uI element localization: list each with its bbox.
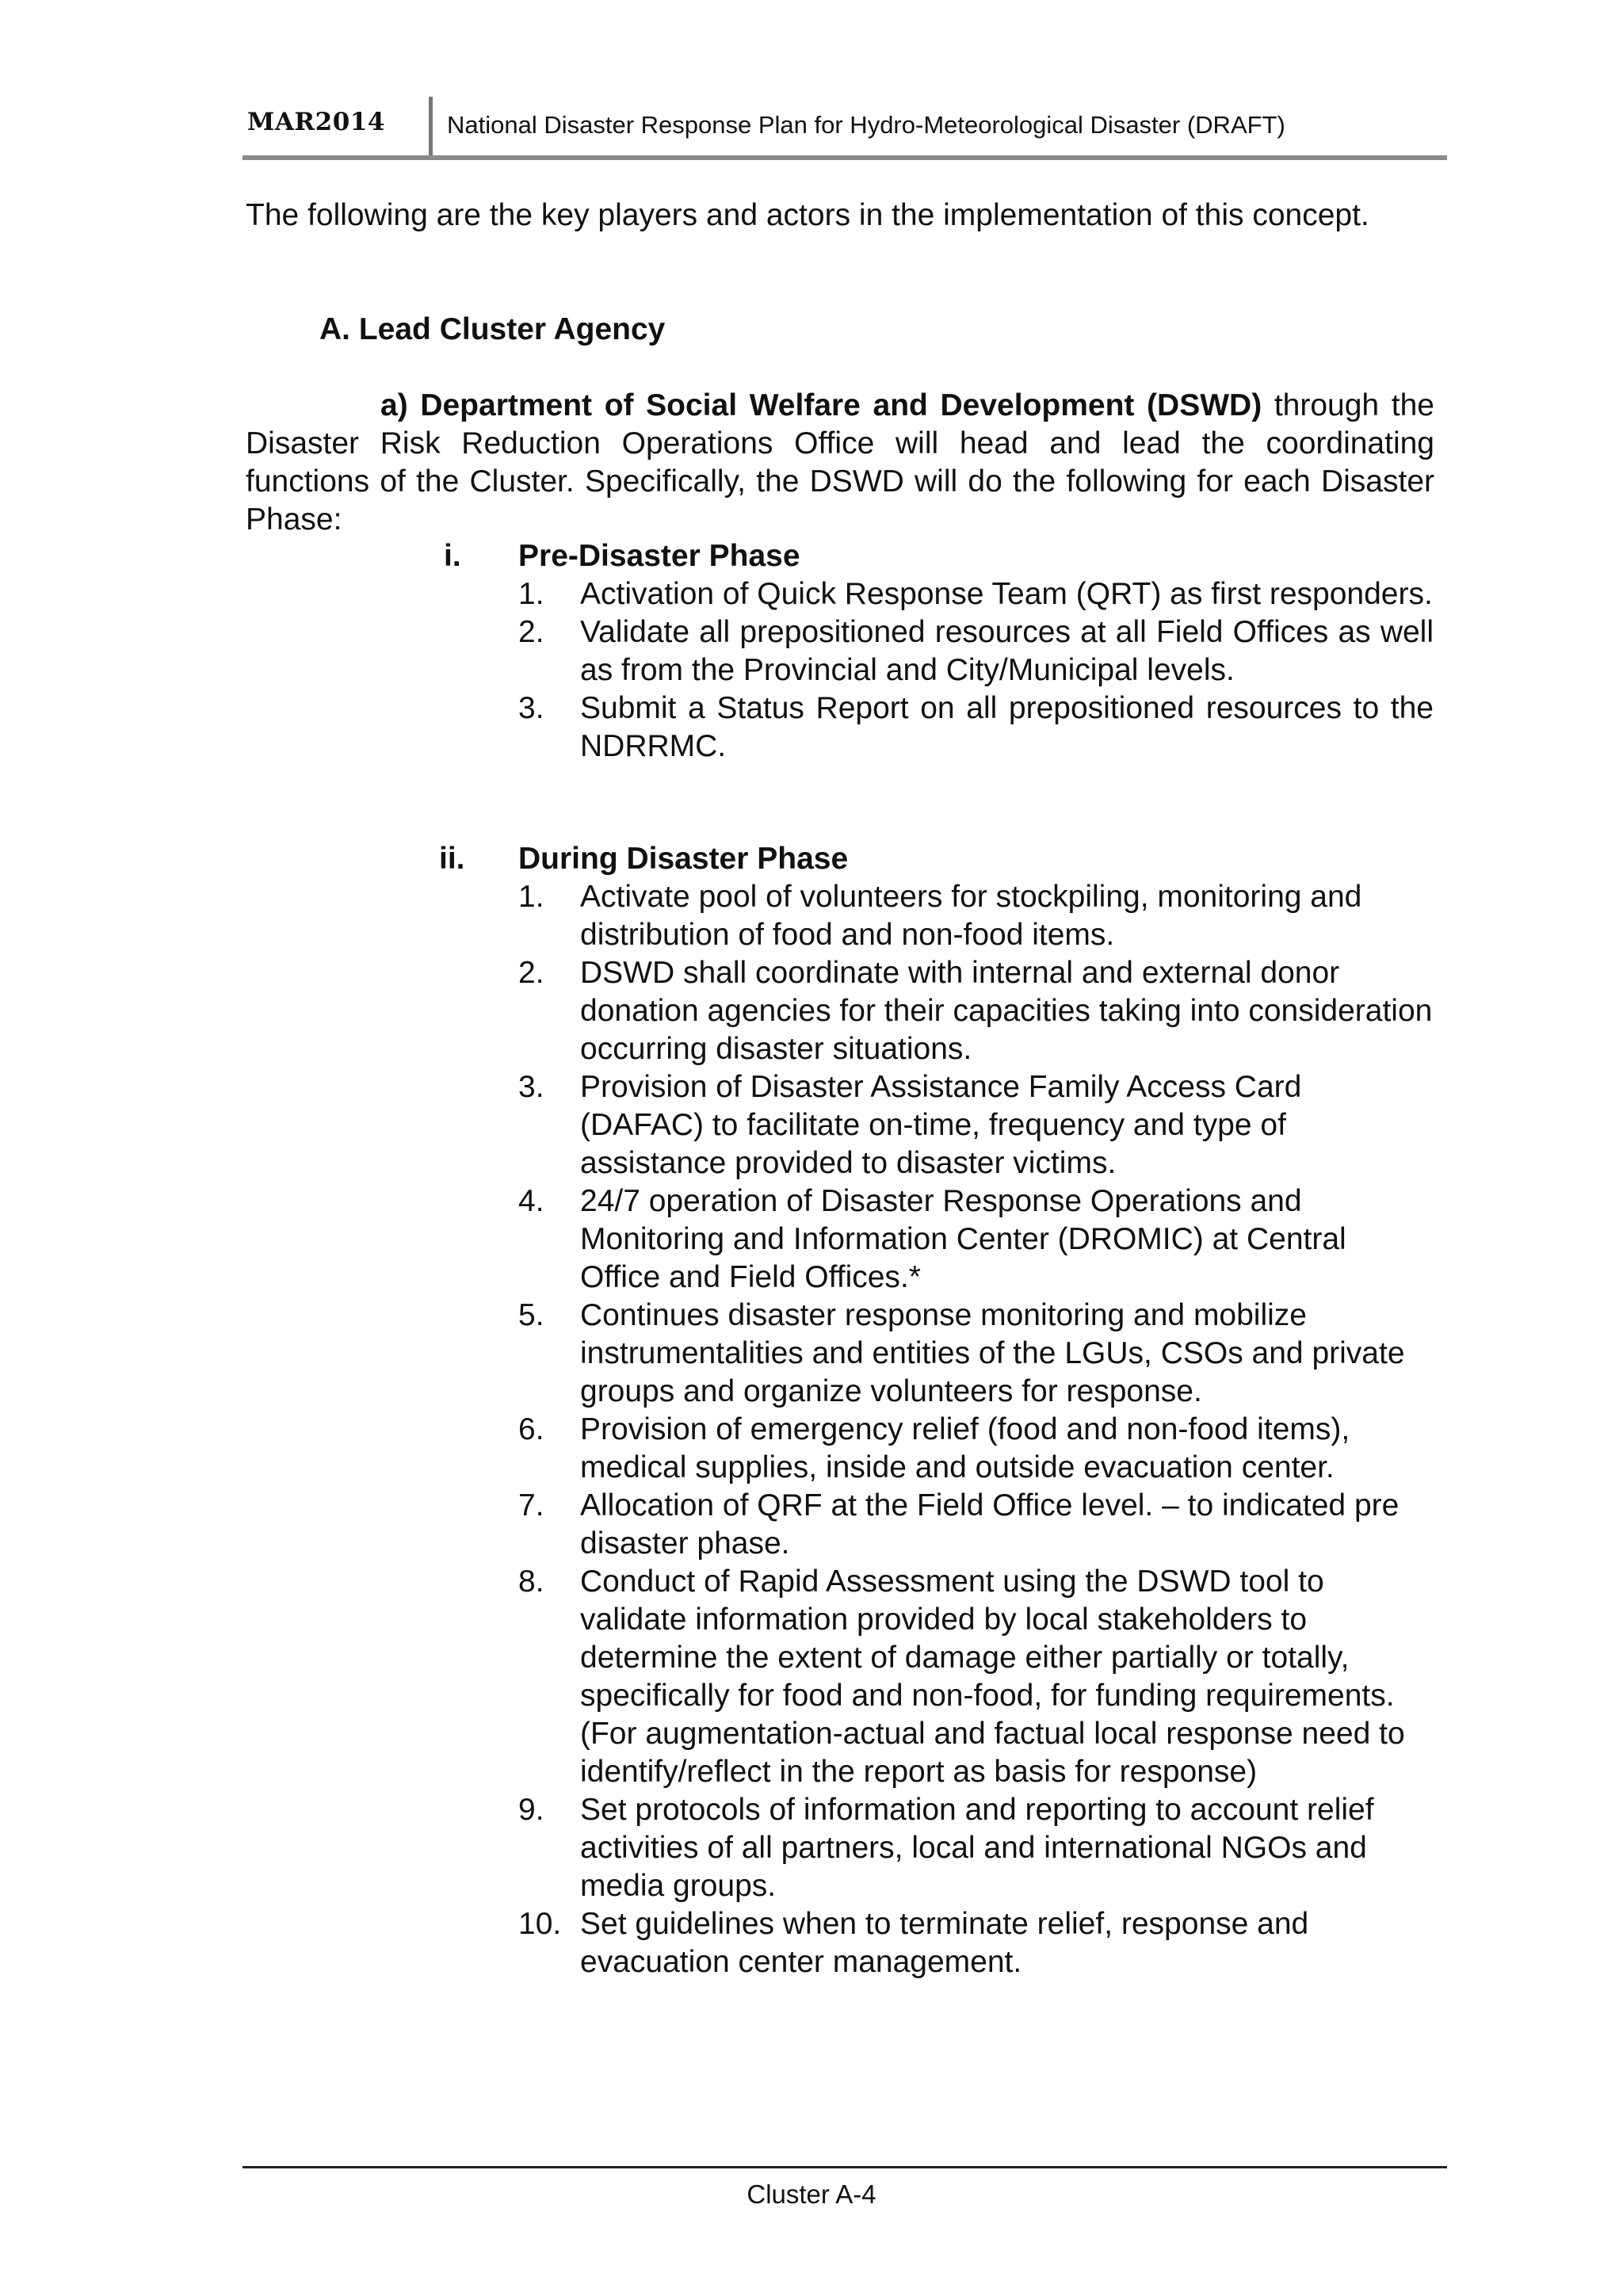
phase-title: During Disaster Phase (518, 842, 849, 876)
item-text: Activate pool of volunteers for stockpiling, monitoring and distribution of food and non-food items. (580, 880, 1362, 952)
item-number: 3. (518, 691, 544, 725)
agency-lead: a) Department of Social Welfare and Development (DSWD) (380, 388, 1262, 422)
item-text: Set protocols of information and reporting to account relief activities of all partners, local and international NGOs and media groups. (580, 1793, 1374, 1903)
item-number: 5. (518, 1298, 544, 1332)
header-separator (429, 97, 433, 159)
list-item (518, 954, 1434, 1068)
item-text: Allocation of QRF at the Field Office level. – to indicated pre disaster phase. (580, 1488, 1400, 1561)
footer-rule (242, 2166, 1447, 2168)
item-number: 8. (518, 1564, 544, 1599)
list-item (518, 1182, 1434, 1297)
section-heading: A. Lead Cluster Agency (319, 312, 666, 346)
phase-title: Pre-Disaster Phase (518, 539, 800, 573)
item-number: 1. (518, 577, 544, 611)
list-item (518, 690, 1434, 766)
list-item (518, 1791, 1434, 1905)
header-date: MAR2014 (247, 108, 385, 136)
header-rule (242, 155, 1447, 160)
item-text: Conduct of Rapid Assessment using the DSWD tool to validate information provided by local stakeholders to determine the extent of damage either partially or totally, specifically for food and non-food, for funding requirements.(For augmentation-actual and factual local response need to identify/reflect in the report as basis for response) (580, 1564, 1405, 1789)
item-number: 4. (518, 1184, 544, 1218)
phase-numeral: i. (444, 539, 461, 573)
header-title: National Disaster Response Plan for Hydro-Meteorological Disaster (DRAFT) (447, 111, 1285, 139)
item-text: Activation of Quick Response Team (QRT) as first responders. (580, 577, 1433, 611)
list-item (518, 1905, 1434, 1981)
list-item (518, 1297, 1434, 1411)
agency-text: through the Disaster Risk Reduction Operations Office will head and lead the coordinating functions of the Cluster. Specifically, the DSWD will do the following for each Disaster Phase: (246, 388, 1434, 537)
list-item (518, 1487, 1434, 1563)
item-number: 9. (518, 1793, 544, 1827)
phase-numeral: ii. (439, 842, 465, 876)
item-text: Provision of emergency relief (food and non-food items), medical supplies, inside and outside evacuation center. (580, 1412, 1350, 1484)
list-item (518, 1563, 1434, 1791)
item-number: 6. (518, 1412, 544, 1446)
pre-disaster-list (518, 575, 1434, 766)
item-number: 2. (518, 615, 544, 649)
item-text: Validate all prepositioned resources at all Field Offices as well as from the Provincial and City/Municipal levels. (580, 615, 1434, 687)
item-text: Set guidelines when to terminate relief, response and evacuation center management. (580, 1907, 1309, 1979)
item-text: 24/7 operation of Disaster Response Operations and Monitoring and Information Center (DROMIC) at Central Office and Field Offices.* (580, 1184, 1346, 1294)
agency-paragraph (246, 387, 1434, 539)
item-number: 3. (518, 1070, 544, 1104)
list-item (518, 1068, 1434, 1182)
item-number: 10. (518, 1907, 562, 1941)
item-number: 2. (518, 956, 544, 990)
list-item (518, 878, 1434, 954)
item-number: 1. (518, 880, 544, 914)
intro-paragraph: The following are the key players and actors in the implementation of this concept. (246, 198, 1369, 232)
item-number: 7. (518, 1488, 544, 1522)
item-text: Continues disaster response monitoring and mobilize instrumentalities and entities of the LGUs, CSOs and private groups and organize volunteers for response. (580, 1298, 1405, 1408)
item-text: Submit a Status Report on all prepositioned resources to the NDRRMC. (580, 691, 1434, 763)
list-item (518, 1411, 1434, 1487)
item-text: Provision of Disaster Assistance Family Access Card (DAFAC) to facilitate on-time, frequency and type of assistance provided to disaster victims. (580, 1070, 1302, 1180)
item-text: DSWD shall coordinate with internal and external donor donation agencies for their capacities taking into consideration occurring disaster situations. (580, 956, 1433, 1066)
during-disaster-list (518, 878, 1434, 1981)
list-item (518, 575, 1434, 613)
footer-page-label: Cluster A-4 (747, 2179, 876, 2209)
list-item (518, 613, 1434, 690)
